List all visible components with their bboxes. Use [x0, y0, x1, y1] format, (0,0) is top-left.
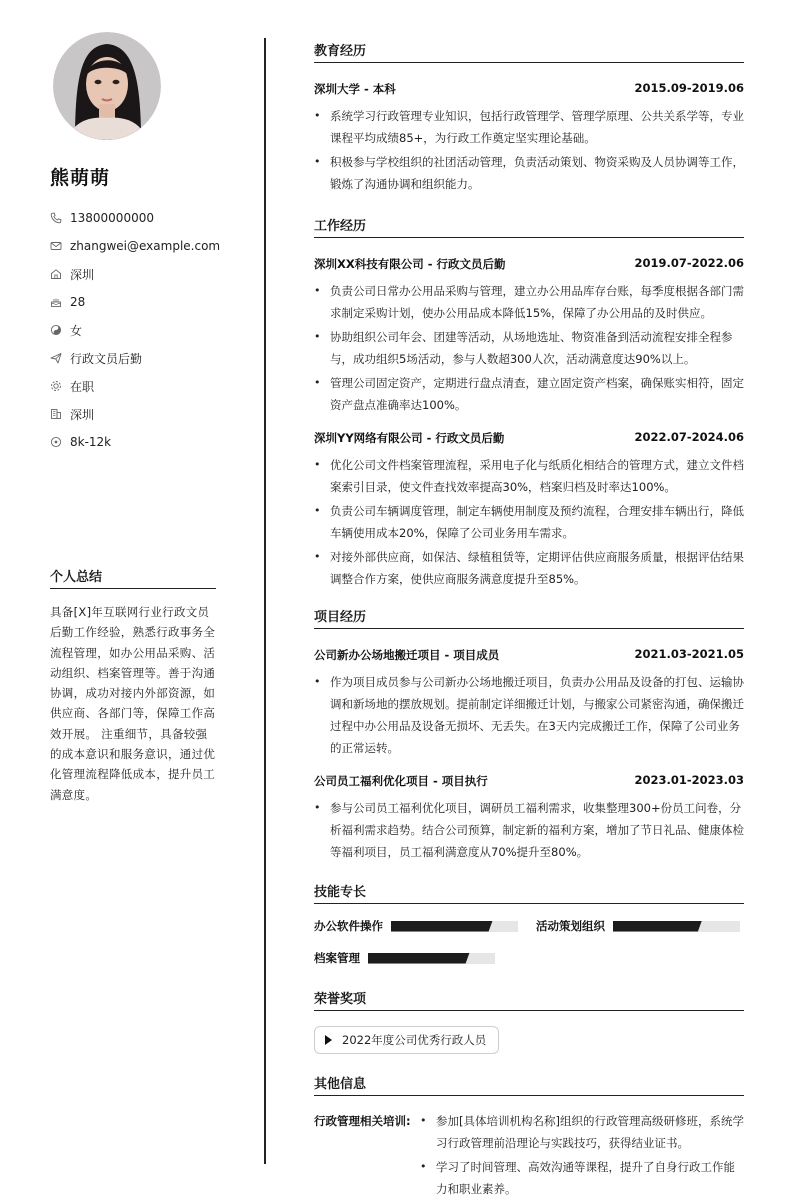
- school-name: 深圳大学 - 本科: [314, 82, 396, 96]
- section-title: 荣誉奖项: [314, 988, 744, 1011]
- contact-age: [50, 288, 216, 316]
- contact-status: [50, 372, 216, 400]
- list-item: • 参加[具体培训机构名称]组织的行政管理高级研修班，系统学习行政管理前沿理论与实践技巧，获得结业证书。: [420, 1110, 744, 1154]
- contact-text: 行政文员后勤: [70, 351, 143, 366]
- other-label: 行政管理相关培训:: [314, 1114, 411, 1128]
- skill-bar-fill: [368, 953, 470, 964]
- send-icon: [50, 352, 62, 364]
- contact-text: zhangwei@example.com: [70, 239, 221, 253]
- other-row: [314, 1110, 744, 1200]
- skill-item: [314, 919, 536, 933]
- skill-bar: [613, 921, 740, 932]
- contact-list: [50, 204, 221, 456]
- section-title: 工作经历: [314, 215, 744, 238]
- project-name: 公司员工福利优化项目 - 项目执行: [314, 774, 488, 788]
- section-title: 技能专长: [314, 881, 744, 904]
- entry-header: [314, 256, 744, 272]
- entry-date: 2021.03-2021.05: [634, 647, 744, 661]
- contact-city: [50, 400, 216, 428]
- sidebar: [50, 32, 221, 456]
- list-item: • 优化公司文件档案管理流程，采用电子化与纸质化相结合的管理方式，建立文件档案索引目录，使文件查找效率提高30%，档案归档及时率达100%。: [314, 454, 744, 498]
- home-icon: [50, 268, 62, 280]
- entry-header: [314, 773, 744, 789]
- list-item: • 学习了时间管理、高效沟通等课程，提升了自身行政工作能力和职业素养。: [420, 1156, 744, 1200]
- status-icon: [50, 380, 62, 392]
- entry-header: [314, 430, 744, 446]
- bullet-list: [314, 797, 744, 863]
- bullet-list: [314, 105, 744, 195]
- summary-title: 个人总结: [50, 566, 216, 589]
- award-item[interactable]: [314, 1026, 499, 1054]
- skill-grid: [314, 919, 744, 933]
- candidate-name: 熊萌萌: [50, 167, 111, 189]
- skill-item: [536, 919, 740, 933]
- list-item: • 协助组织公司年会、团建等活动，从场地选址、物资准备到活动流程安排全程参与，成功组织5场活动，参与人数超300人次，活动满意度达90%以上。: [314, 326, 744, 370]
- skill-name: 办公软件操作: [314, 919, 383, 933]
- phone-icon: [50, 212, 62, 224]
- list-item: • 负责公司车辆调度管理，制定车辆使用制度及预约流程，合理安排车辆出行，降低车辆使用成本20%，保障了公司业务用车需求。: [314, 500, 744, 544]
- cake-icon: [50, 296, 62, 308]
- award-text: 2022年度公司优秀行政人员: [342, 1033, 487, 1047]
- entry-header: [314, 81, 744, 97]
- salary-icon: [50, 436, 62, 448]
- skill-name: 档案管理: [314, 951, 360, 965]
- contact-text: 深圳: [70, 407, 95, 422]
- bullet-list: [314, 671, 744, 759]
- company-name: 深圳YY网络有限公司 - 行政文员后勤: [314, 431, 505, 445]
- contact-text: 28: [70, 295, 86, 309]
- list-item: • 参与公司员工福利优化项目，调研员工福利需求，收集整理300+份员工问卷，分析福利需求趋势。结合公司预算，制定新的福利方案，增加了节日礼品、健康体检等福利项目，员工福利满意度从70%提升至80%。: [314, 797, 744, 863]
- avatar: [53, 32, 161, 140]
- contact-text: 女: [70, 323, 83, 338]
- bullet-list: [314, 454, 744, 590]
- awards-section: [314, 988, 744, 1054]
- mail-icon: [50, 240, 62, 252]
- entry-header: [314, 647, 744, 663]
- contact-email: [50, 232, 221, 260]
- gender-icon: [50, 324, 62, 336]
- skill-name: 活动策划组织: [536, 919, 605, 933]
- list-item: • 负责公司日常办公用品采购与管理，建立办公用品库存台账，每季度根据各部门需求制定采购计划，使办公用品成本降低15%，保障了办公用品的及时供应。: [314, 280, 744, 324]
- section-title: 项目经历: [314, 606, 744, 629]
- projects-section: [314, 606, 744, 863]
- bullet-list: [420, 1110, 744, 1200]
- list-item: • 系统学习行政管理专业知识，包括行政管理学、管理学原理、公共关系学等，专业课程平均成绩85+，为行政工作奠定坚实理论基础。: [314, 105, 744, 149]
- entry-date: 2015.09-2019.06: [634, 81, 744, 95]
- column-divider: [264, 38, 266, 1164]
- award-list: [314, 1026, 744, 1054]
- skill-bar: [368, 953, 495, 964]
- contact-gender: [50, 316, 216, 344]
- list-item: • 管理公司固定资产，定期进行盘点清查，建立固定资产档案，确保账实相符，固定资产盘点准确率达100%。: [314, 372, 744, 416]
- skill-item: [314, 951, 744, 965]
- skill-bar: [391, 921, 518, 932]
- contact-location: [50, 260, 216, 288]
- list-item: • 积极参与学校组织的社团活动管理，负责活动策划、物资采购及人员协调等工作，锻炼了沟通协调和组织能力。: [314, 151, 744, 195]
- section-title: 教育经历: [314, 40, 744, 63]
- summary-section: [50, 566, 216, 805]
- contact-position: [50, 344, 216, 372]
- section-title: 其他信息: [314, 1073, 744, 1096]
- contact-salary: [50, 428, 216, 456]
- skills-section: [314, 881, 744, 965]
- work-section: [314, 215, 744, 590]
- play-icon: [325, 1035, 332, 1045]
- entry-date: 2019.07-2022.06: [634, 256, 744, 270]
- entry-date: 2022.07-2024.06: [634, 430, 744, 444]
- skill-bar-fill: [391, 921, 493, 932]
- list-item: • 对接外部供应商，如保洁、绿植租赁等，定期评估供应商服务质量，根据评估结果调整合作方案，使供应商服务满意度提升至85%。: [314, 546, 744, 590]
- list-item: • 作为项目成员参与公司新办公场地搬迁项目，负责办公用品及设备的打包、运输协调和新场地的摆放规划。提前制定详细搬迁计划，与搬家公司紧密沟通，确保搬迁过程中办公用品及设备无损坏、无丢失。在3天内完成搬迁工作，保障了公司业务的正常运转。: [314, 671, 744, 759]
- other-section: [314, 1073, 744, 1200]
- contact-text: 深圳: [70, 267, 95, 282]
- contact-text: 8k-12k: [70, 435, 112, 449]
- entry-date: 2023.01-2023.03: [634, 773, 744, 787]
- bullet-list: [314, 280, 744, 416]
- contact-phone: [50, 204, 216, 232]
- contact-text: 13800000000: [70, 211, 154, 225]
- education-section: [314, 40, 744, 195]
- project-name: 公司新办公场地搬迁项目 - 项目成员: [314, 648, 500, 662]
- skill-bar-fill: [613, 921, 702, 932]
- summary-text: 具备[X]年互联网行业行政文员后勤工作经验，熟悉行政事务全流程管理，如办公用品采购、活动组织、档案管理等。善于沟通协调，成功对接内外部资源，如供应商、各部门等，保障工作高效开展。 注重细节，具备较强的成本意识和服务意识，通过优化管理流程降低成本，提升员工满意度。: [50, 605, 216, 802]
- company-name: 深圳XX科技有限公司 - 行政文员后勤: [314, 257, 506, 271]
- building-icon: [50, 408, 62, 420]
- contact-text: 在职: [70, 379, 95, 394]
